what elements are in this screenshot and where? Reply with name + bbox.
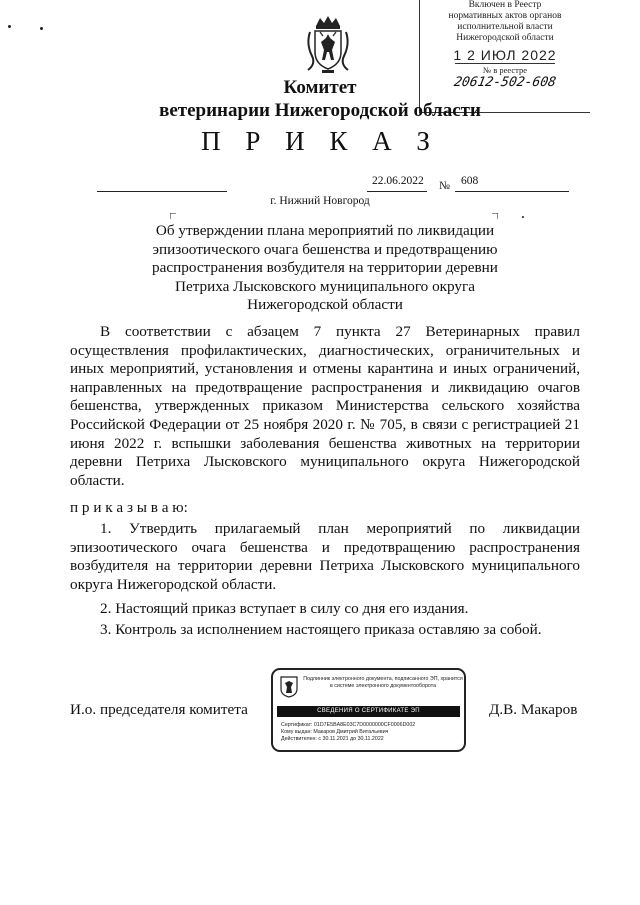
order-word: п р и к а з ы в а ю:	[70, 499, 188, 516]
esign-valid: Действителен: с 30.11.2021 до 30.11.2022	[281, 736, 384, 743]
document-date: 22.06.2022	[372, 175, 424, 187]
corner-mark-left	[170, 213, 176, 219]
signatory-position: И.о. председателя комитета	[70, 701, 248, 718]
scan-speck	[522, 216, 524, 218]
corner-mark-right	[492, 213, 498, 219]
electronic-signature-stamp	[271, 668, 466, 752]
order-item-1: 1. Утвердить прилагаемый план мероприятий по ликвидации эпизоотического очага бешенства и предотвращению распространения возбудителя на территории деревни Петриха Лысковского муниципального округа Нижегородской области.	[70, 520, 580, 593]
number-sign: №	[439, 180, 450, 192]
coat-of-arms-icon	[302, 12, 354, 76]
scan-speck	[8, 25, 11, 28]
document-city: г. Нижний Новгород	[270, 195, 370, 207]
org-name-line-1: Комитет	[283, 77, 357, 98]
preamble-paragraph: В соответствии с абзацем 7 пункта 27 Ветеринарных правил осуществления профилактических, диагностических, ограничительных и иных мероприятий, установления и отмены карантина и иных ограничений, направленных на предотвращение распространения и ликвидацию очагов бешенства, утвержденных приказом Министерства сельского хозяйства Российской Федерации от 25 ноября 2020 г. № 705, в связи с регистрацией 21 июня 2022 г. вспышки заболевания бешенства животных на территории деревни Петриха Лысковского муниципального округа Нижегородской области.	[70, 323, 580, 489]
esign-note: Подлинник электронного документа, подписанного ЭП, хранится в системе электронного документооборота	[303, 676, 463, 689]
order-item-2: 2. Настоящий приказ вступает в силу со дня его издания.	[100, 600, 469, 617]
registry-date: 1 2 ИЮЛ 2022	[453, 47, 557, 63]
registry-line-4: Нижегородской области	[456, 33, 554, 43]
blank-line-left	[97, 191, 227, 192]
scan-speck	[40, 27, 43, 30]
document-title: П Р И К А З	[201, 126, 439, 156]
date-underline	[367, 191, 427, 192]
org-name-line-2: ветеринарии Нижегородской области	[159, 100, 481, 121]
number-underline	[455, 191, 569, 192]
signatory-name: Д.В. Макаров	[489, 701, 578, 718]
registry-line-1: Включен в Реестр	[468, 0, 542, 10]
esign-title: СВЕДЕНИЯ О СЕРТИФИКАТЕ ЭП	[277, 706, 460, 717]
order-item-3: 3. Контроль за исполнением настоящего приказа оставляю за собой.	[100, 621, 542, 638]
registry-number-label: № в реестре	[483, 65, 527, 75]
emblem-icon	[280, 676, 298, 698]
esign-owner: Кому выдан: Макаров Дмитрий Витальевич	[281, 729, 389, 736]
esign-certificate: Сертификат: 01D7E5BA8E03C7D0000000CF0006D002	[281, 722, 416, 728]
registry-line-3: исполнительной власти	[457, 22, 553, 32]
document-number: 608	[461, 175, 479, 187]
document-subject: Об утверждении плана мероприятий по ликвидации эпизоотического очага бешенства и предотвращению распространения возбудителя на территории деревни Петриха Лысковского муниципального округа Нижегородской области	[152, 222, 498, 313]
registry-line-2: нормативных актов органов	[448, 11, 562, 21]
registry-number-handwritten: 20612-502-608	[452, 75, 558, 90]
